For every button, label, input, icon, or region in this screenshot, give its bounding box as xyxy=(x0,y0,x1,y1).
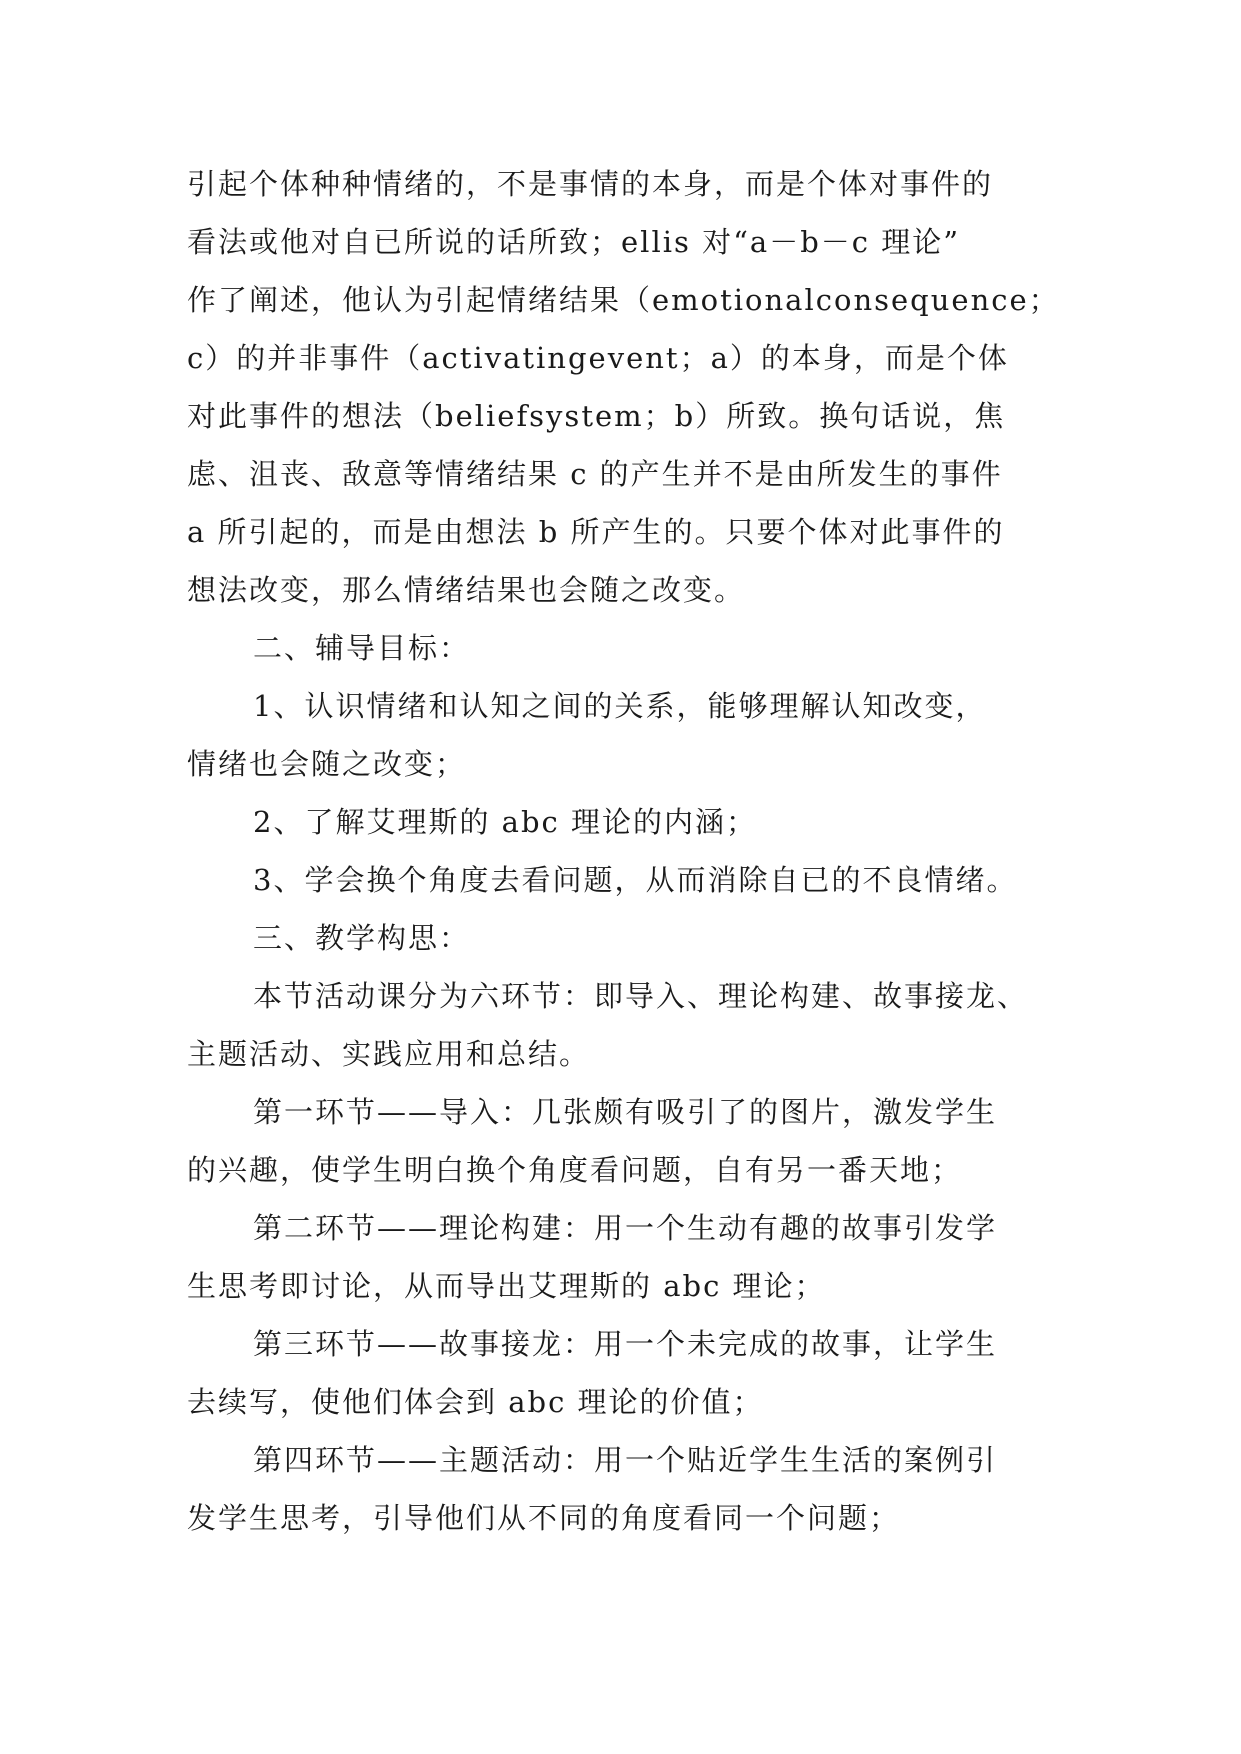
paragraph-line: 看法或他对自已所说的话所致；ellis 对“a－b－c 理论” xyxy=(187,225,961,259)
paragraph-line: 第二环节——理论构建：用一个生动有趣的故事引发学 xyxy=(253,1211,998,1245)
section-heading: 二、辅导目标： xyxy=(253,631,471,665)
paragraph-line: 本节活动课分为六环节：即导入、理论构建、故事接龙、 xyxy=(253,979,1029,1013)
paragraph-line: 生思考即讨论，从而导出艾理斯的 abc 理论； xyxy=(187,1269,826,1303)
list-item: 3、学会换个角度去看问题，从而消除自已的不良情绪。 xyxy=(253,863,1018,897)
paragraph-line: 的兴趣，使学生明白换个角度看问题，自有另一番天地； xyxy=(187,1153,963,1187)
paragraph-line: 对此事件的想法（beliefsystem；b）所致。换句话说，焦 xyxy=(187,399,1006,433)
paragraph-line: 第一环节——导入：几张颇有吸引了的图片，激发学生 xyxy=(253,1095,998,1129)
paragraph-line: 引起个体种种情绪的，不是事情的本身，而是个体对事件的 xyxy=(187,167,994,201)
list-item: 1、认识情绪和认知之间的关系，能够理解认知改变， xyxy=(253,689,987,723)
list-item: 2、了解艾理斯的 abc 理论的内涵； xyxy=(253,805,757,839)
paragraph-line: 主题活动、实践应用和总结。 xyxy=(187,1037,591,1071)
paragraph-line: 作了阐述，他认为引起情绪结果（emotionalconsequence； xyxy=(187,283,1060,317)
paragraph-line: 第三环节——故事接龙：用一个未完成的故事，让学生 xyxy=(253,1327,998,1361)
paragraph-line: 想法改变，那么情绪结果也会随之改变。 xyxy=(187,573,746,607)
paragraph-line: 第四环节——主题活动：用一个贴近学生生活的案例引 xyxy=(253,1443,998,1477)
section-heading: 三、教学构思： xyxy=(253,921,471,955)
paragraph-line: 去续写，使他们体会到 abc 理论的价值； xyxy=(187,1385,764,1419)
paragraph-line: 发学生思考，引导他们从不同的角度看同一个问题； xyxy=(187,1501,901,1535)
list-item-continuation: 情绪也会随之改变； xyxy=(187,747,467,781)
paragraph-line: a 所引起的，而是由想法 b 所产生的。只要个体对此事件的 xyxy=(187,515,1005,549)
paragraph-line: 虑、沮丧、敌意等情绪结果 c 的产生并不是由所发生的事件 xyxy=(187,457,1003,491)
paragraph-line: c）的并非事件（activatingevent；a）的本身，而是个体 xyxy=(187,341,1009,375)
document-body xyxy=(187,155,1077,1547)
